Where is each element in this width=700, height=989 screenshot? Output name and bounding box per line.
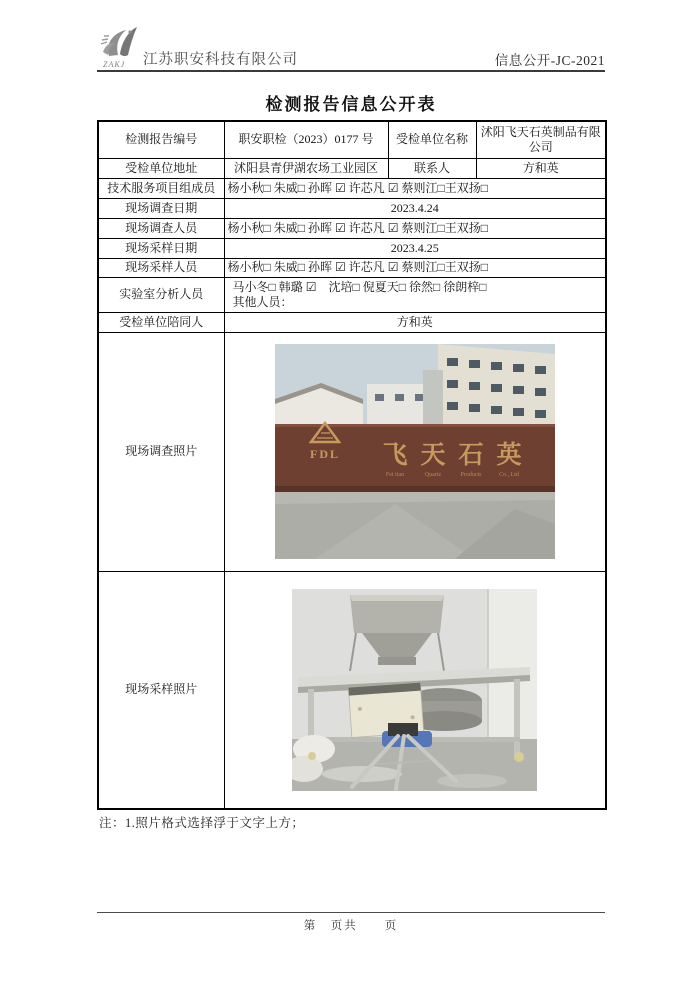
- sampling-date-label: 现场采样日期: [98, 238, 224, 258]
- gate-sign-char: 石: [458, 442, 484, 469]
- survey-photo-cell: [224, 332, 606, 571]
- gate-sign-en: Products: [460, 472, 482, 478]
- sampling-photo-cell: [224, 571, 606, 809]
- unit-name-value: 沭阳飞天石英制品有限公司: [476, 121, 606, 158]
- report-no-label: 检测报告编号: [98, 121, 224, 158]
- unit-name-label: 受检单位名称: [388, 121, 476, 158]
- footnote: 注：1.照片格式选择浮于文字上方；: [99, 816, 305, 830]
- gate-logo-text: FDL: [309, 447, 340, 461]
- table-row: [98, 218, 606, 238]
- table-row: [98, 571, 606, 809]
- survey-date-value: 2023.4.24: [224, 198, 606, 218]
- gate-sign-en: Fei tian: [385, 472, 404, 478]
- table-row: [98, 158, 606, 178]
- survey-staff-members: 杨小秋□ 朱威□ 孙晖 ☑ 许芯凡 ☑ 蔡则江□王双扬□: [224, 218, 606, 238]
- escort-value: 方和英: [224, 312, 606, 332]
- escort-label: 受检单位陪同人: [98, 312, 224, 332]
- site-survey-photo: [275, 344, 555, 559]
- contact-label: 联系人: [388, 158, 476, 178]
- site-sampling-photo: [292, 589, 537, 791]
- survey-photo-label: 现场调查照片: [98, 332, 224, 571]
- survey-staff-label: 现场调查人员: [98, 218, 224, 238]
- lab-analyst-members: [224, 277, 606, 312]
- sampling-staff-members: 杨小秋□ 朱威□ 孙晖 ☑ 许芯凡 ☑ 蔡则江□王双扬□: [224, 258, 606, 277]
- sampling-staff-label: 现场采样人员: [98, 258, 224, 277]
- page-title: 检测报告信息公开表: [265, 95, 437, 114]
- contact-value: 方和英: [476, 158, 606, 178]
- lab-analyst-line2: 其他人员：: [232, 294, 293, 309]
- lab-analyst-label: 实验室分析人员: [98, 277, 224, 312]
- table-row: [98, 198, 606, 218]
- table-row: [98, 312, 606, 332]
- company-logo-icon: [97, 24, 141, 70]
- unit-addr-label: 受检单位地址: [98, 158, 224, 178]
- report-no-value: 职安职检（2023）0177 号: [224, 121, 388, 158]
- table-row: [98, 121, 606, 158]
- unit-addr-value: 沭阳县青伊湖农场工业园区: [224, 158, 388, 178]
- sampling-photo-label: 现场采样照片: [98, 571, 224, 809]
- table-row: [98, 178, 606, 198]
- doc-code: 信息公开-JC-2021: [494, 53, 605, 68]
- gate-sign-en: Co., Ltd: [498, 472, 519, 478]
- table-row: [98, 332, 606, 571]
- table-row: [98, 238, 606, 258]
- gate-sign-en: Quartz: [424, 472, 441, 478]
- sampling-date-value: 2023.4.25: [224, 238, 606, 258]
- tech-team-label: 技术服务项目组成员: [98, 178, 224, 198]
- gate-sign-char: 英: [496, 442, 522, 469]
- page-number-text: 第 页共 页: [303, 920, 399, 932]
- lab-analyst-line1: 马小冬□ 韩璐 ☑ 沈培□ 倪夏天□ 徐然□ 徐朗梓□: [232, 279, 487, 294]
- tech-team-members: 杨小秋□ 朱威□ 孙晖 ☑ 许芯凡 ☑ 蔡则江□王双扬□: [224, 178, 606, 198]
- company-name: 江苏职安科技有限公司: [143, 52, 298, 68]
- survey-date-label: 现场调查日期: [98, 198, 224, 218]
- gate-sign-char: 天: [420, 442, 446, 469]
- table-row: [98, 258, 606, 277]
- logo-caption: ZAKJ: [103, 60, 126, 69]
- page-header: [97, 24, 605, 72]
- page-footer: [97, 912, 605, 933]
- gate-sign-char: 飞: [382, 442, 408, 469]
- disclosure-table: [97, 120, 607, 810]
- table-row: [98, 277, 606, 312]
